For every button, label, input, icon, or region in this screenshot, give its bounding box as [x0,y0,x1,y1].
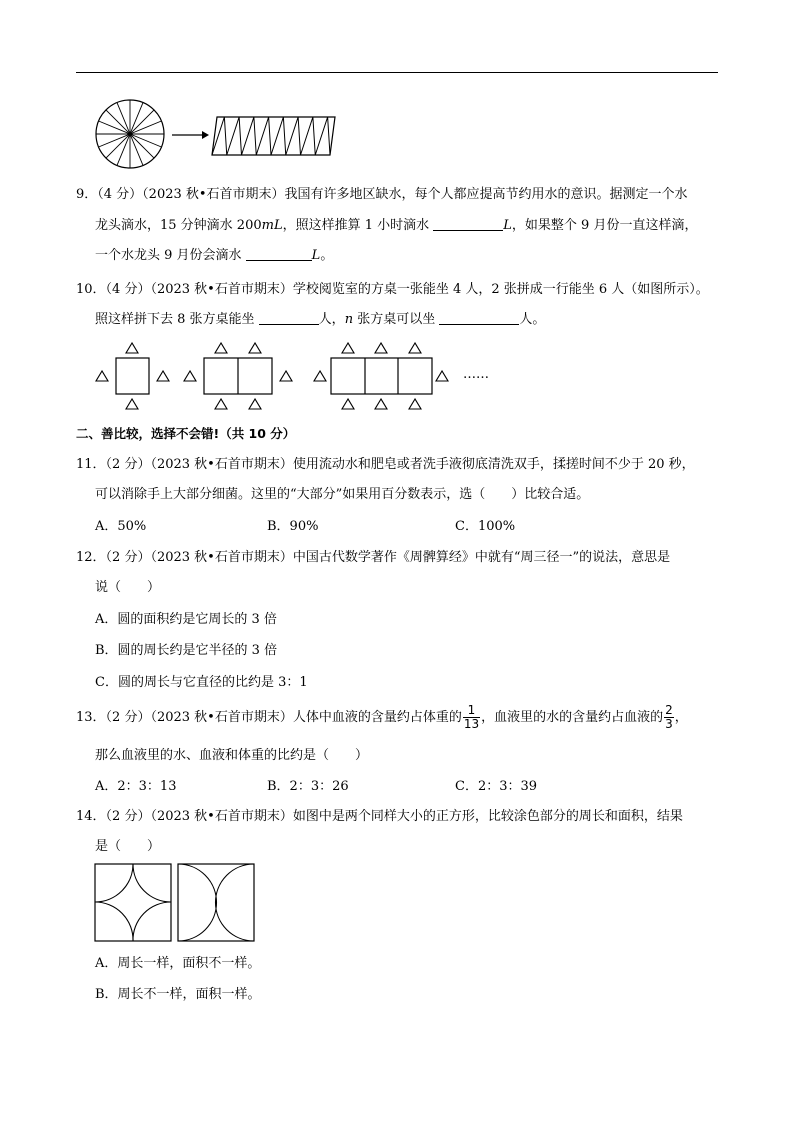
variable-n: n [344,312,354,327]
fraction-2-3 [664,704,674,731]
q11-line-1: 11．（2 分）（2023 秋•石首市期末）使用流动水和肥皂或者洗手液彻底清洗双手，揉搓时间不少于 20 秒， [76,457,695,472]
sectored-circle [96,100,164,168]
q13-option-b[interactable]: B．2：3：26 [267,779,349,794]
q9-text: ，照这样推算 1 小时滴水 [282,218,434,233]
parallelogram [212,117,335,155]
unit-l: L [311,248,321,263]
answer-blank[interactable] [246,246,312,261]
square-right-two-semicircles [178,864,254,941]
seat-triangle-icon [409,343,421,353]
table-group-3 [331,358,432,394]
seat-triangle-icon [96,371,108,381]
seat-triangle-icon [184,371,196,381]
circle-to-parallelogram-figure [94,100,334,170]
q9-line-3 [95,246,333,265]
seat-triangle-icon [342,399,354,409]
seat-triangle-icon [215,343,227,353]
q14-line-2: 是（ ） [95,839,161,854]
table-group-1 [116,358,149,394]
fraction-denominator: 3 [665,717,673,731]
seat-triangle-icon [249,343,261,353]
answer-blank[interactable] [259,310,319,325]
q10-text: 张方桌可以坐 [353,312,440,327]
unit-ml: mL [261,218,283,233]
q14-line-1: 14．（2 分）（2023 秋•石首市期末）如图中是两个同样大小的正方形，比较涂色部分的周长和面积，结果 [76,809,683,824]
q9-line-1: 9．（4 分）（2023 秋•石首市期末）我国有许多地区缺水，每个人都应提高节约用水的意识。据测定一个水 [76,187,688,202]
q13-text: 13．（2 分）（2023 秋•石首市期末）人体中血液的含量约占体重的 [76,710,462,725]
q11-option-c[interactable]: C．100% [455,519,516,534]
q13-option-a[interactable]: A．2：3：13 [95,779,177,794]
q14-option-a[interactable]: A．周长一样，面积不一样。 [95,956,261,971]
seat-triangle-icon [280,371,292,381]
seat-triangle-icon [375,343,387,353]
seat-triangle-icon [314,371,326,381]
q11-line-2: 可以消除手上大部分细菌。这里的“大部分”如果用百分数表示，选（ ）比较合适。 [95,487,590,502]
fraction-numerator: 2 [665,703,673,717]
q10-text: 人。 [519,312,546,327]
q13-line-1 [76,703,688,733]
seat-triangle-icon [342,343,354,353]
q11-option-b[interactable]: B．90% [267,519,319,534]
seat-triangle-icon [409,399,421,409]
q12-line-1: 12．（2 分）（2023 秋•石首市期末）中国古代数学著作《周髀算经》中就有“周三径一”的说法，意思是 [76,550,671,565]
answer-blank[interactable] [439,310,519,325]
q13-text: ， [674,710,688,725]
unit-l: L [503,218,512,233]
q10-text: 照这样拼下去 8 张方桌能坐 [95,312,259,327]
seat-triangle-icon [436,371,448,381]
ellipsis: …… [463,367,489,382]
q12-option-c[interactable]: C．圆的周长与它直径的比约是 3：1 [95,675,308,690]
fraction-numerator: 1 [463,704,480,718]
answer-blank[interactable] [433,216,503,231]
q10-text: 人， [318,312,345,327]
fraction-denominator: 13 [463,717,480,731]
q14-option-b[interactable]: B．周长不一样，面积一样。 [95,987,261,1002]
q9-text: ，如果整个 9 月份一直这样滴， [511,218,698,233]
q10-line-2 [95,310,545,329]
q12-line-2: 说（ ） [95,580,161,595]
q12-option-b[interactable]: B．圆的周长约是它半径的 3 倍 [95,643,278,658]
seat-triangle-icon [249,399,261,409]
q13-text: ，血液里的水的含量约占血液的 [481,710,664,725]
tables-figure [90,340,440,412]
seat-triangle-icon [215,399,227,409]
seat-triangle-icon [375,399,387,409]
q11-option-a[interactable]: A．50% [95,519,147,534]
q13-option-c[interactable]: C．2：3：39 [455,779,538,794]
seat-triangle-icon [126,399,138,409]
two-squares-figure [94,863,274,943]
arrow-icon [172,131,209,139]
seat-triangle-icon [157,371,169,381]
seat-triangle-icon [126,343,138,353]
q9-line-2 [95,216,697,235]
q9-text: 龙头滴水，15 分钟滴水 200 [95,218,262,233]
table-group-2 [204,358,272,394]
q13-line-2: 那么血液里的水、血液和体重的比约是（ ） [95,748,369,763]
q9-text: 一个水龙头 9 月份会滴水 [95,248,246,263]
q10-line-1: 10．（4 分）（2023 秋•石首市期末）学校阅览室的方桌一张能坐 4 人，2 张拼成一行能坐 6 人（如图所示）。 [76,282,709,297]
header-rule [76,72,718,73]
q9-text: 。 [320,248,334,263]
square-left-four-arcs [95,864,171,941]
q12-option-a[interactable]: A．圆的面积约是它周长的 3 倍 [95,612,277,627]
fraction-1-13 [463,704,480,731]
section-heading: 二、善比较，选择不会错!（共 10 分） [76,426,296,441]
